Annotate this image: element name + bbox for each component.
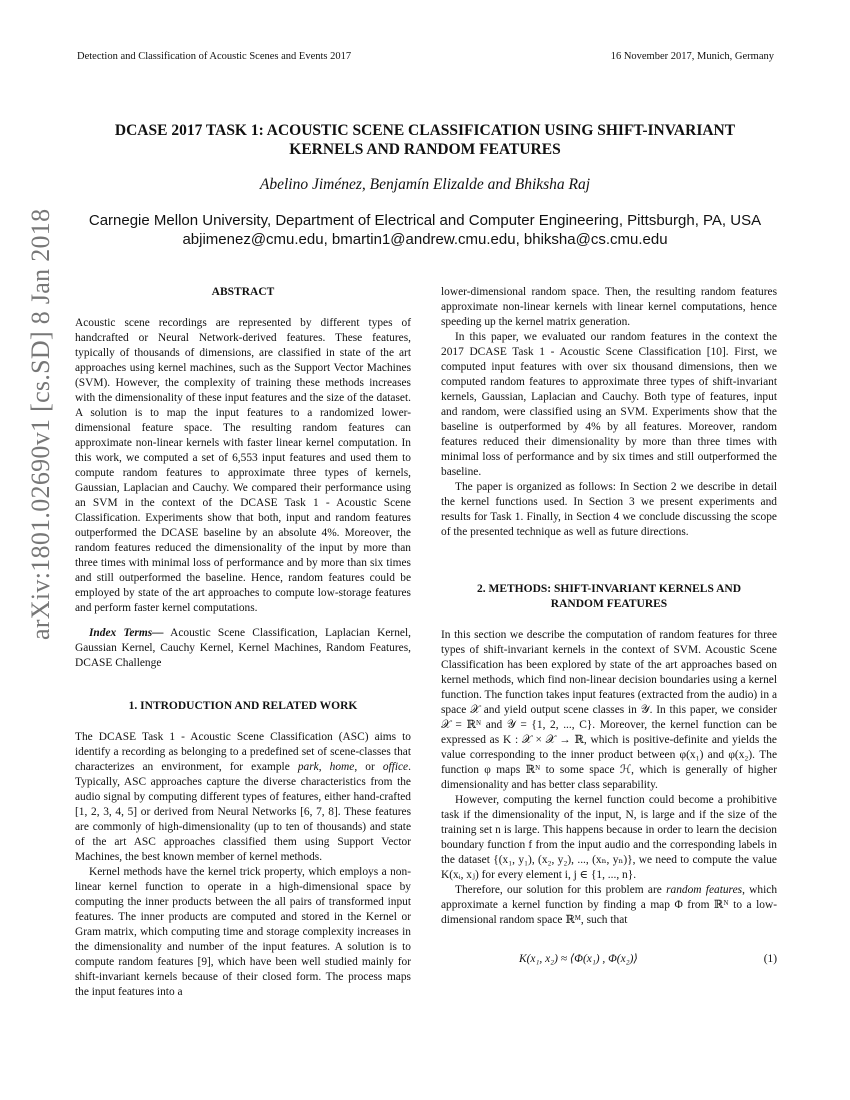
intro-paragraph-2: Kernel methods have the kernel trick property, which employs a non-linear kernel function to operate in a high-dimensional space by computing the inner products between the all pairs of transformed input features. The inner products are computed and stored in the Kernel or Gram matrix, which computing time and storage complexity increases in the dimensionality and number of the input features. A solution is to compute random features [9], which have been well studied mainly for shift-invariant kernels because of their closed form. The process maps the input features into a	[75, 866, 411, 998]
title-line-1: DCASE 2017 TASK 1: ACOUSTIC SCENE CLASSIFICATION USING SHIFT-INVARIANT	[114, 122, 736, 139]
methods-p3-emphasis: random features	[666, 884, 743, 896]
paper-organization-paragraph: The paper is organized as follows: In Section 2 we describe in detail the kernel functions used. In Section 3 we present experiments and results for Task 1. Finally, in Section 4 we conclude discussing the scope of the presented technique as well as future directions.	[441, 481, 777, 538]
affiliation-block	[40, 211, 810, 249]
abstract-heading: ABSTRACT	[211, 286, 275, 298]
equation-body: K(x₁, x₂) ≈ ⟨Φ(x₁) , Φ(x₂)⟩	[519, 953, 638, 965]
intro-p1-text-a: The DCASE Task 1 - Acoustic Scene Classification (ASC) aims to identify a recording as belonging to a predefined set of scene-classes that characterizes an environment, for example	[75, 731, 411, 773]
running-header-right: 16 November 2017, Munich, Germany	[610, 51, 774, 62]
intro-p1-sep2: , or	[354, 761, 383, 773]
equation-number: (1)	[763, 953, 777, 965]
abstract-body: Acoustic scene recordings are represented by different types of handcrafted or Neural Network-derived features. These features, typically of thousands of dimensions, are classified in state of the art approaches using kernel machines, such as the Support Vector Machines (SVM). However, the complexity of training these methods increases with the dimensionality of these input features and the size of the dataset. A solution is to map the input features to a randomized lower-dimensional feature space. The resulting random features can approximate non-linear kernels with faster linear kernel computation. In this work, we computed a set of 6,553 input features and used them to compute random features to approximate three types of kernels, Gaussian, Laplacian and Cauchy. We compared their performance using an SVM in the context of the DCASE Task 1 - Acoustic Scene Classification. Experiments show that both, input and random features outperformed the DCASE baseline by an absolute 4%. Moreover, the random features reduced the dimensionality of the input by more than three times with minimal loss of performance and by more than six times and still outperformed the baseline. Hence, random features could be employed by state of the art approaches to compute low-storage features and perform faster kernel computations.	[75, 317, 411, 614]
running-header-left: Detection and Classification of Acoustic Scenes and Events 2017	[77, 51, 352, 62]
right-column	[441, 285, 777, 967]
intro-p1-park: park	[297, 761, 319, 773]
equation-1	[441, 952, 777, 967]
arxiv-stamp: arXiv:1801.02690v1 [cs.SD] 8 Jan 2018	[26, 208, 55, 640]
methods-p3-text-b: , which approximate a kernel function by finding a map Φ from ℝᴺ to a low-dimensional random space ℝᴹ, such that	[441, 884, 778, 926]
intro-p1-office: office	[382, 761, 409, 773]
methods-heading-line-1: 2. METHODS: SHIFT-INVARIANT KERNELS AND	[476, 583, 742, 595]
intro-context-paragraph: In this paper, we evaluated our random features in the context the 2017 DCASE Task 1 - Acoustic Scene Classification [10]. First, we computed input features with over six thousand dimensions, then we computed random features to approximate three types of shift-invariant kernels, Gaussian, Laplacian and Cauchy. Both type of features, input and random, were classified using an SVM. Experiments show that the baseline is outperformed by 4% by all features. Moreover, random features reduced their dimensionality by more than three times with minimal loss of performance and by six times and still outperformed the baseline.	[441, 331, 777, 478]
methods-heading-line-2: RANDOM FEATURES	[550, 598, 668, 610]
methods-paragraph-1: In this section we describe the computation of random features for three types of shift-invariant kernels in the context of SVM. Acoustic Scene Classification has been explored by state of the art approaches based on kernel methods, which find non-linear decision boundaries using a kernel function. The function takes input features (extracted from the audio) in a space 𝒳 and yield output scene classes in 𝒴. In this paper, we consider 𝒳 = ℝᴺ and 𝒴 = {1, 2, ..., C}. Moreover, the kernel function can be expressed as K : 𝒳 × 𝒳 → ℝ, which is positive-definite and yields the value corresponding to the inner product between φ(x₁) and φ(x₂). The function φ maps ℝᴺ to some space ℋ, which is generally of higher dimensionality and has better class separability.	[441, 629, 777, 791]
methods-p3-text-a: Therefore, our solution for this problem are	[455, 884, 667, 896]
index-terms	[75, 626, 411, 671]
authors: Abelino Jiménez, Benjamín Elizalde and Bhiksha Raj	[259, 176, 591, 193]
index-terms-label: Index Terms—	[89, 627, 164, 639]
paper-title	[60, 121, 790, 159]
intro-p1-home: home	[329, 761, 355, 773]
intro-p1-sep1: ,	[318, 761, 330, 773]
title-line-2: KERNELS AND RANDOM FEATURES	[289, 141, 561, 158]
intro-continuation: lower-dimensional random space. Then, the resulting random features approximate non-linear kernels with linear kernel computations, hence speeding up the kernel matrix generation.	[441, 286, 777, 328]
intro-p1-text-b: . Typically, ASC approaches capture the diverse characteristics from the audio signal by computing different types of features, either hand-crafted [1, 2, 3, 4, 5] or derived from Neural Networks [6, 7, 8]. These features are commonly of high-dimensionality (up to ten of thousands) and state of the art ASC approaches classified them using Support Vector Machines, the best known member of kernel methods.	[75, 761, 411, 863]
methods-heading	[441, 582, 777, 612]
methods-paragraph-3	[441, 883, 777, 928]
intro-heading: 1. INTRODUCTION AND RELATED WORK	[128, 700, 358, 712]
left-column	[75, 285, 411, 1000]
emails: abjimenez@cmu.edu, bmartin1@andrew.cmu.edu, bhiksha@cs.cmu.edu	[182, 231, 668, 248]
affiliation: Carnegie Mellon University, Department of Electrical and Computer Engineering, Pittsburgh, PA, USA	[88, 212, 762, 229]
intro-paragraph-1	[75, 730, 411, 865]
methods-paragraph-2: However, computing the kernel function could become a prohibitive task if the dimensionality of the input, N, is large and if the size of the training set n is large. This happens because in order to learn the decision boundary function f from the input audio and the corresponding labels in the dataset {(x₁, y₁), (x₂, y₂), ..., (xₙ, yₙ)}, we need to compute the value K(xᵢ, xⱼ) for every element i, j ∈ {1, ..., n}.	[441, 794, 777, 881]
index-terms-text: Acoustic Scene Classification, Laplacian Kernel, Gaussian Kernel, Cauchy Kernel, Kernel Machines, Random Features, DCASE Challenge	[75, 627, 411, 669]
